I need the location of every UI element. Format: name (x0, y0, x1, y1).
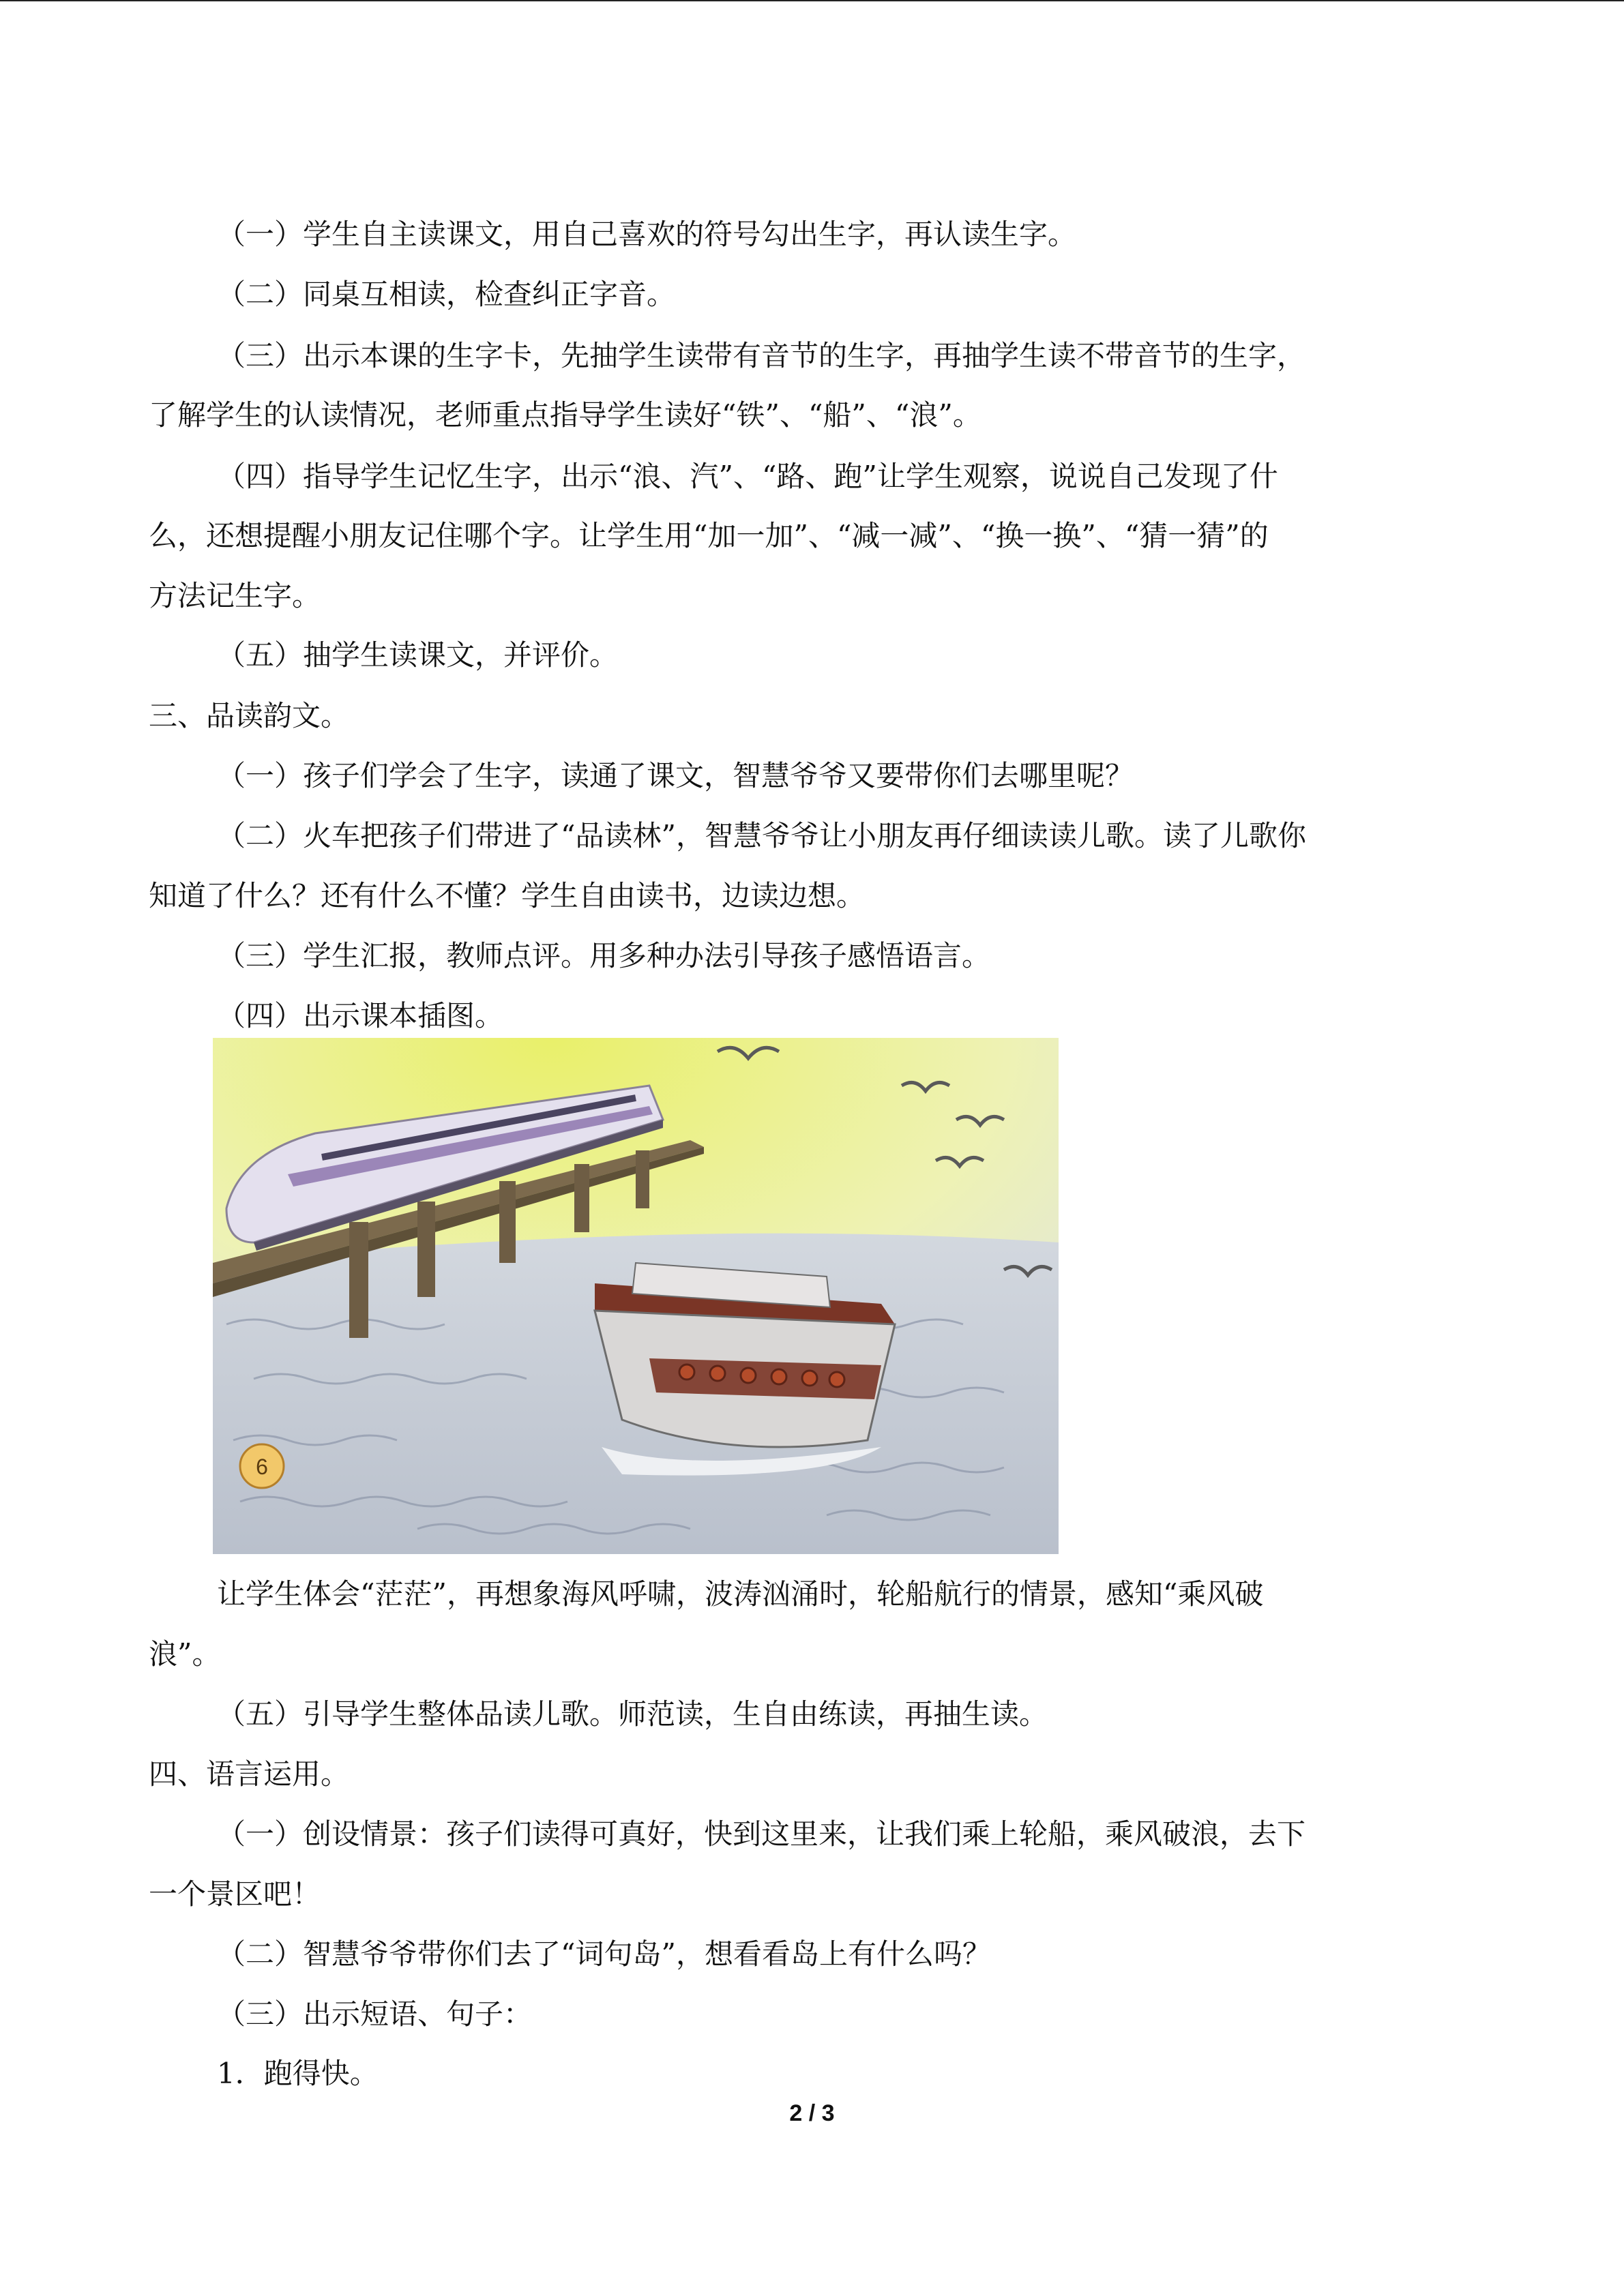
page-number: 2 / 3 (789, 2100, 835, 2126)
text-line: （一）学生自主读课文，用自己喜欢的符号勾出生字，再认读生字。 (217, 218, 1077, 251)
text-line: （三）学生汇报，教师点评。用多种办法引导孩子感悟语言。 (217, 939, 991, 972)
top-rule (0, 0, 1624, 1)
text-line: （二）同桌互相读，检查纠正字音。 (217, 278, 676, 311)
text-line: （三）出示短语、句子： (217, 1997, 533, 2031)
page-badge (240, 1444, 284, 1488)
text-line: （五）抽学生读课文，并评价。 (217, 638, 619, 672)
text-line: 方法记生字。 (149, 579, 321, 612)
text-line: 让学生体会“茫茫”，再想象海风呼啸，波涛汹涌时，轮船航行的情景，感知“乘风破 (217, 1577, 1264, 1611)
text-line: 一个景区吧！ (149, 1877, 321, 1911)
text-line: （一）孩子们学会了生字，读通了课文，智慧爷爷又要带你们去哪里呢？ (217, 759, 1134, 792)
text-line: （二）火车把孩子们带进了“品读林”，智慧爷爷让小朋友再仔细读读儿歌。读了儿歌你 (217, 819, 1306, 852)
text-line: 1．跑得快。 (217, 2057, 379, 2090)
text-line: 了解学生的认读情况，老师重点指导学生读好“铁”、“船”、“浪”。 (149, 398, 981, 432)
text-line: 知道了什么？还有什么不懂？学生自由读书，边读边想。 (149, 879, 866, 912)
section-heading: 三、品读韵文。 (149, 699, 350, 732)
text-line: （二）智慧爷爷带你们去了“词句岛”，想看看岛上有什么吗？ (217, 1937, 991, 1971)
illustration-svg (213, 1038, 1059, 1554)
section-heading: 四、语言运用。 (149, 1757, 350, 1791)
text-line: （四）指导学生记忆生字，出示“浪、汽”、“路、跑”让学生观察，说说自己发现了什 (217, 460, 1278, 493)
text-line: 么，还想提醒小朋友记住哪个字。让学生用“加一加”、“减一减”、“换一换”、“猜一猜”的 (149, 519, 1269, 552)
text-line: （五）引导学生整体品读儿歌。师范读，生自由练读，再抽生读。 (217, 1697, 1048, 1731)
text-line: （四）出示课本插图。 (217, 999, 504, 1032)
textbook-illustration (213, 1038, 1059, 1554)
svg-text:6: 6 (256, 1455, 268, 1479)
text-line: （三）出示本课的生字卡，先抽学生读带有音节的生字，再抽学生读不带音节的生字， (217, 339, 1306, 372)
text-line: （一）创设情景：孩子们读得可真好，快到这里来，让我们乘上轮船，乘风破浪，去下 (217, 1817, 1306, 1851)
text-line: 浪”。 (149, 1637, 221, 1671)
